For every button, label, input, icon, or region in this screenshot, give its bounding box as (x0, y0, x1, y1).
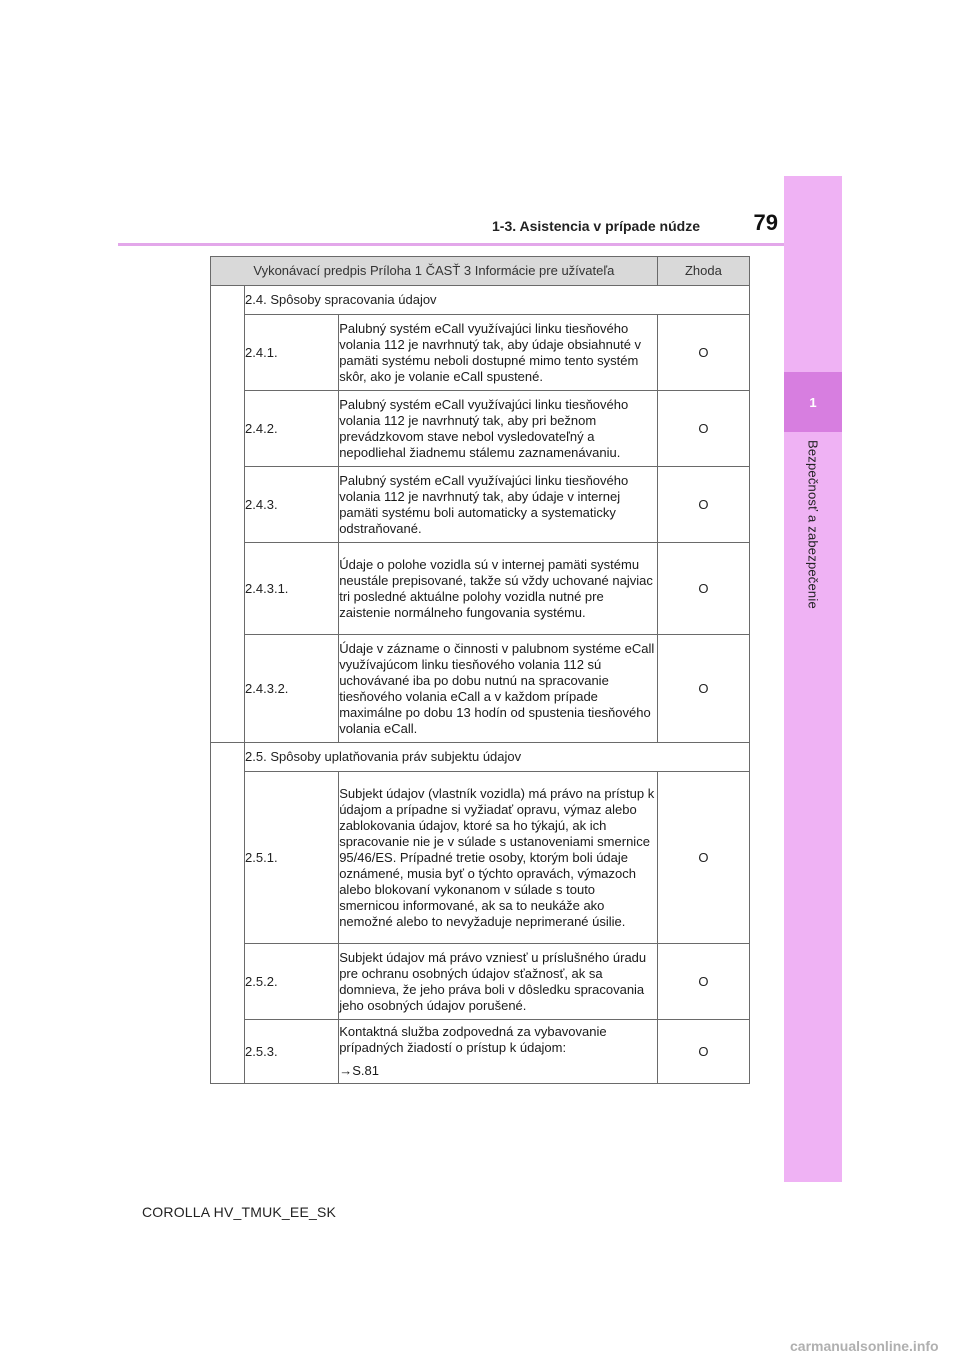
table-row (211, 635, 750, 743)
chapter-title: Bezpečnosť a zabezpečenie (805, 440, 821, 609)
clause-number: 2.4.3. (245, 467, 339, 543)
section-spacer (211, 286, 245, 743)
site-watermark: carmanualsonline.info (790, 1338, 939, 1354)
section-row (211, 286, 750, 315)
compliance-mark: O (657, 467, 749, 543)
section-row (211, 743, 750, 772)
clause-number: 2.4.2. (245, 391, 339, 467)
section-title-cell: 2.5. Spôsoby uplatňovania práv subjektu údajov (245, 743, 750, 772)
clause-cell (339, 1020, 658, 1084)
regulation-table (210, 256, 750, 1084)
compliance-mark: O (657, 635, 749, 743)
clause-text: Kontaktná služba zodpovedná za vybavovanie prípadných žiadostí o prístup k údajom: (339, 1024, 607, 1055)
clause-text: Subjekt údajov (vlastník vozidla) má právo na prístup k údajom a prípadne si vyžiadať opravu, výmaz alebo zablokovania údajov, ktoré sa ho týkajú, ak ich spracovanie nie je v súlade s ustanoveniami smernice 95/46/ES. Prípadné tretie osoby, ktorým boli údaje oznámené, musia byť o týchto opravách, výmazoch alebo blokovaní vykonanom v súlade s touto smernicou informované, ak sa to neukáže ako nemožné alebo to nevyžaduje neprimerané úsilie. (339, 772, 658, 944)
clause-number: 2.4.1. (245, 315, 339, 391)
clause-text: Palubný systém eCall využívajúci linku tiesňového volania 112 je navrhnutý tak, aby pri bežnom prevádzkovom stave nebol vysledovateľný a nepodliehal žiadnemu stálemu zaznamenávaniu. (339, 391, 658, 467)
chapter-side-band (784, 176, 842, 1182)
page-reference-link[interactable]: →S.81 (339, 1063, 379, 1078)
clause-number: 2.5.2. (245, 944, 339, 1020)
clause-number: 2.5.3. (245, 1020, 339, 1084)
table-row (211, 772, 750, 944)
table-row (211, 315, 750, 391)
compliance-mark: O (657, 315, 749, 391)
table-row (211, 944, 750, 1020)
compliance-mark: O (657, 1020, 749, 1084)
clause-text: Palubný systém eCall využívajúci linku tiesňového volania 112 je navrhnutý tak, aby údaje obsiahnuté v pamäti systému neboli dostupné mimo tento systém skôr, ako je volanie eCall spustené. (339, 315, 658, 391)
table-header-row (211, 257, 750, 286)
header-regulation: Vykonávací predpis Príloha 1 ČASŤ 3 Informácie pre užívateľa (211, 257, 658, 286)
clause-number: 2.4.3.2. (245, 635, 339, 743)
clause-number: 2.4.3.1. (245, 543, 339, 635)
compliance-mark: O (657, 944, 749, 1020)
compliance-mark: O (657, 543, 749, 635)
section-title: 1-3. Asistencia v prípade núdze (492, 218, 700, 234)
chapter-number-tab (784, 372, 842, 432)
compliance-mark: O (657, 772, 749, 944)
header-compliance: Zhoda (657, 257, 749, 286)
table-row (211, 467, 750, 543)
table-row (211, 543, 750, 635)
page-number: 79 (753, 210, 778, 235)
clause-text: Subjekt údajov má právo vzniesť u príslušného úradu pre ochranu osobných údajov sťažnosť, ak sa domnieva, že jeho práva boli v dôsledku spracovania jeho osobných údajov porušené. (339, 944, 658, 1020)
compliance-mark: O (657, 391, 749, 467)
chapter-title-vertical (782, 440, 844, 660)
clause-text: Údaje v zázname o činnosti v palubnom systéme eCall využívajúcom linku tiesňového volania 112 sú uchovávané iba po dobu nutnú na spracovanie tiesňového volania eCall a v každom prípade maximálne po dobu 13 hodín od spustenia tiesňového volania eCall. (339, 635, 658, 743)
header-rule (118, 243, 784, 246)
clause-number: 2.5.1. (245, 772, 339, 944)
document-code: COROLLA HV_TMUK_EE_SK (142, 1204, 337, 1220)
section-spacer (211, 743, 245, 1084)
table-row (211, 1020, 750, 1084)
section-title-cell: 2.4. Spôsoby spracovania údajov (245, 286, 750, 315)
clause-text: Údaje o polohe vozidla sú v internej pamäti systému neustále prepisované, takže sú vždy uchované najviac tri posledné aktuálne polohy vozidla nutné pre zaistenie normálneho fungovania systému. (339, 543, 658, 635)
table-row (211, 391, 750, 467)
chapter-number: 1 (809, 394, 817, 410)
clause-text: Palubný systém eCall využívajúci linku tiesňového volania 112 je navrhnutý tak, aby údaje v internej pamäti systému boli automaticky a systematicky odstraňované. (339, 467, 658, 543)
